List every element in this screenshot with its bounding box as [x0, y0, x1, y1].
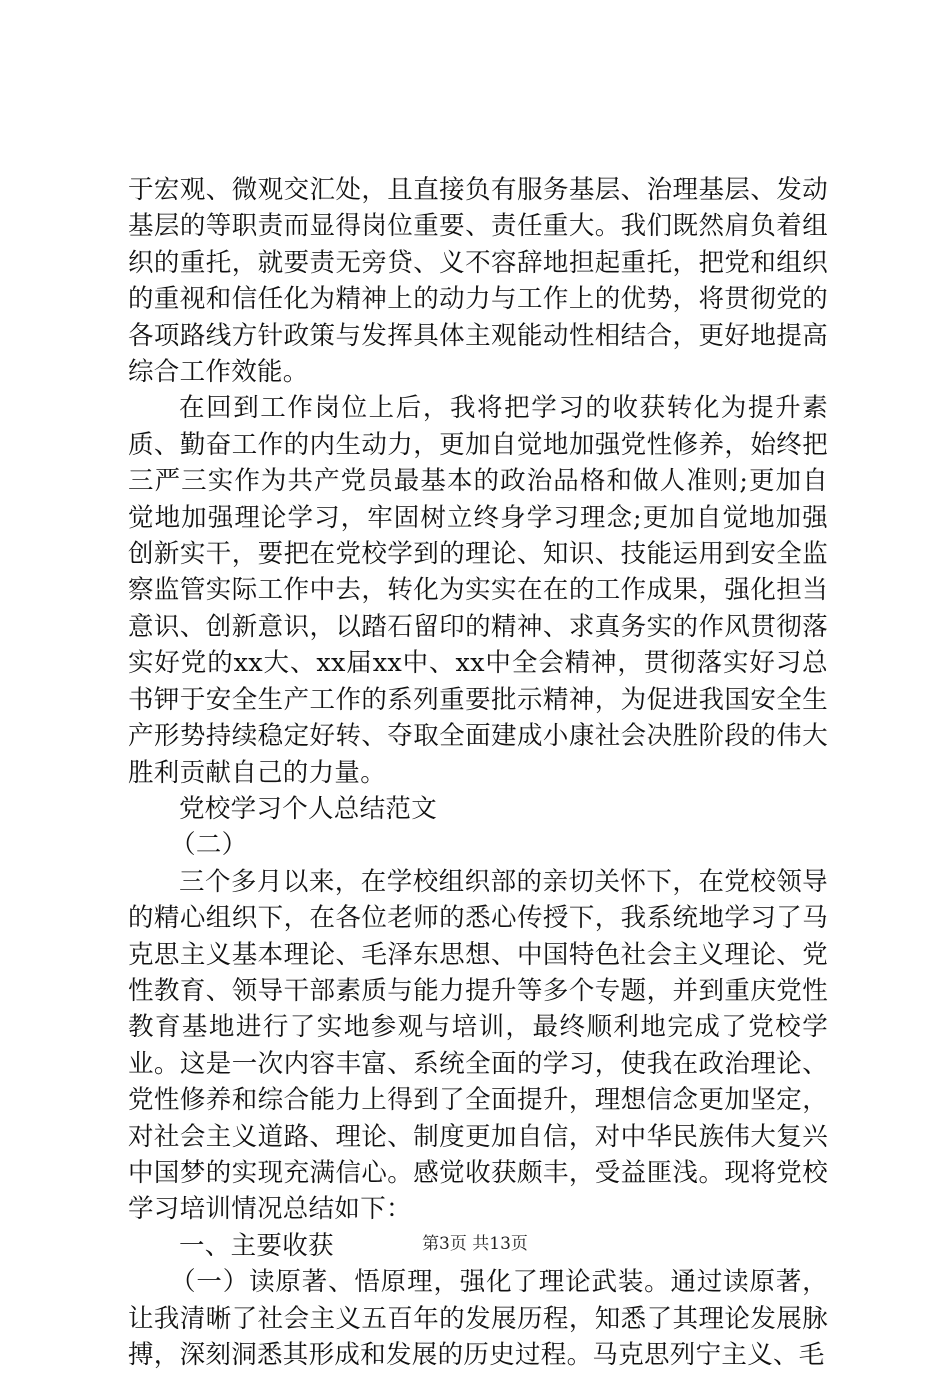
paragraph-intro: 三个多月以来，在学校组织部的亲切关怀下，在党校领导的精心组织下，在各位老师的悉心传授下，我系统地学习了马克思主义基本理论、毛泽东思想、中国特色社会主义理论、党性教育、领导干部素质与能力提升等多个专题，并到重庆党性教育基地进行了实地参观与培训，最终顺利地完成了党校学业。这是一次内容丰富、系统全面的学习，使我在政治理论、党性修养和综合能力上得到了全面提升，理想信念更加坚定，对社会主义道路、理论、制度更加自信，对中华民族伟大复兴中国梦的实现充满信心。感觉收获颇丰，受益匪浅。现将党校学习培训情况总结如下：	[128, 866, 828, 1225]
page-footer: 第3页 共13页	[422, 1234, 528, 1254]
document-body	[128, 172, 828, 1373]
paragraph-continuation: 于宏观、微观交汇处，且直接负有服务基层、治理基层、发动基层的等职责而显得岗位重要、责任重大。我们既然肩负着组织的重托，就要责无旁贷、义不容辞地担起重托，把党和组织的重视和信任化为精神上的动力与工作上的优势，将贯彻党的各项路线方针政策与发挥具体主观能动性相结合，更好地提高综合工作效能。	[128, 175, 828, 388]
section-title: 党校学习个人总结范文	[179, 793, 438, 824]
paragraph-return-to-work: 在回到工作岗位上后，我将把学习的收获转化为提升素质、勤奋工作的内生动力，更加自觉地加强党性修养，始终把三严三实作为共产党员最基本的政治品格和做人准则;更加自觉地加强理论学习，牢固树立终身学习理念;更加自觉地加强创新实干，要把在党校学到的理论、知识、技能运用到安全监察监管实际工作中去，转化为实实在在的工作成果，强化担当意识、创新意识，以踏石留印的精神、求真务实的作风贯彻落实好党的xx大、xx届xx中、xx中全会精神，贯彻落实好习总书钾于安全生产工作的系列重要批示精神，为促进我国安全生产形势持续稳定好转、夺取全面建成小康社会决胜阶段的伟大胜利贡献自己的力量。	[128, 393, 828, 788]
paragraph-gain-one: （一）读原著、悟原理，强化了理论武装。通过读原著，让我清晰了社会主义五百年的发展历程，知悉了其理论发展脉搏，深刻洞悉其形成和发展的历史过程。马克思列宁主义、毛	[128, 1267, 828, 1370]
section-number: （二）	[170, 830, 248, 861]
heading-main-gains: 一、主要收获	[179, 1230, 334, 1261]
